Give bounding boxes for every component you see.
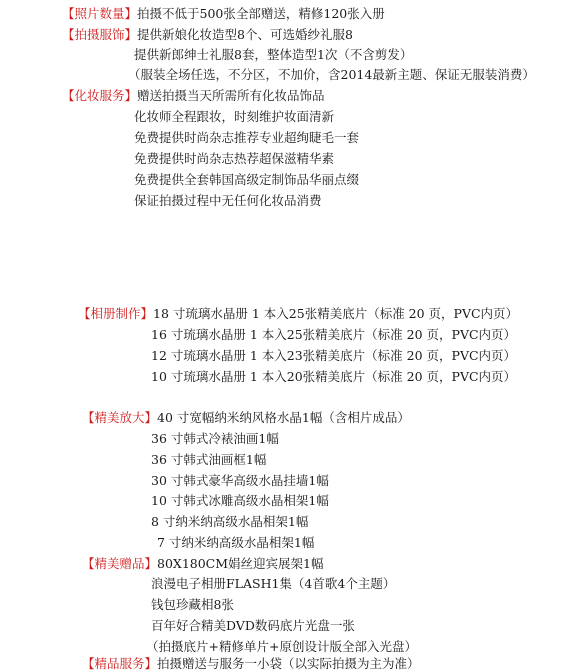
gift-text-5: （拍摄底片+精修单片+原创设计版全部入光盘） — [146, 639, 417, 654]
enlarge-text-1: 40 寸宽幅纳米纳风格水晶1幅（含相片成品） — [157, 410, 410, 425]
partial-text: 拍摄赠送与服务一小袋（以实际拍摄为主为准） — [157, 656, 420, 671]
album-tag: 【相册制作】 — [78, 306, 154, 321]
makeup-text-4: 免费提供时尚杂志热荐超保滋精华素 — [134, 151, 335, 166]
costume-row — [62, 27, 353, 43]
enlarge-text-5: 10 寸韩式冰雕高级水晶相架1幅 — [151, 493, 329, 508]
makeup-text-1: 赠送拍摄当天所需所有化妆品饰品 — [137, 88, 325, 103]
enlarge-row — [82, 410, 410, 426]
costume-tag: 【拍摄服饰】 — [62, 27, 138, 42]
enlarge-text-3: 36 寸韩式油画框1幅 — [151, 452, 267, 467]
photo-count-text: 拍摄不低于500张全部赠送，精修120张入册 — [137, 6, 385, 21]
enlarge-text-2: 36 寸韩式冷裱油画1幅 — [151, 431, 279, 446]
makeup-text-6: 保证拍摄过程中无任何化妆品消费 — [134, 193, 322, 208]
gift-row — [82, 556, 324, 572]
photo-count-row — [62, 6, 385, 22]
album-text-1: 18 寸琉璃水晶册 1 本入25张精美底片（标准 20 页，PVC内页） — [153, 306, 519, 321]
gift-tag: 【精美赠品】 — [82, 556, 158, 571]
makeup-text-5: 免费提供全套韩国高级定制饰品华丽点缀 — [134, 172, 360, 187]
album-text-4: 10 寸琉璃水晶册 1 本入20张精美底片（标准 20 页，PVC内页） — [151, 369, 517, 384]
gift-text-4: 百年好合精美DVD数码底片光盘一张 — [151, 618, 355, 633]
gift-text-1: 80X180CM娟丝迎宾展架1幅 — [157, 556, 324, 571]
enlarge-text-7: 7 寸纳米纳高级水晶相架1幅 — [157, 535, 315, 550]
gift-text-3: 钱包珍藏相8张 — [151, 597, 234, 612]
makeup-row — [62, 88, 325, 104]
photo-count-tag: 【照片数量】 — [62, 6, 138, 21]
partial-tag: 【精品服务】 — [82, 656, 158, 671]
album-text-3: 12 寸琉璃水晶册 1 本入23张精美底片（标准 20 页，PVC内页） — [151, 348, 517, 363]
partial-row — [82, 656, 420, 672]
costume-text-2: 提供新郎绅士礼服8套，整体造型1次（不含剪发） — [134, 47, 413, 62]
makeup-tag: 【化妆服务】 — [62, 88, 138, 103]
enlarge-tag: 【精美放大】 — [82, 410, 158, 425]
enlarge-text-6: 8 寸纳米纳高级水晶相架1幅 — [151, 514, 309, 529]
album-text-2: 16 寸琉璃水晶册 1 本入25张精美底片（标准 20 页，PVC内页） — [151, 327, 517, 342]
makeup-text-3: 免费提供时尚杂志推荐专业超绚睫毛一套 — [134, 130, 360, 145]
album-row — [78, 306, 518, 322]
enlarge-text-4: 30 寸韩式豪华高级水晶挂墙1幅 — [151, 473, 329, 488]
costume-text-1: 提供新娘化妆造型8个、可选婚纱礼服8 — [137, 27, 353, 42]
gift-text-2: 浪漫电子相册FLASH1集（4首歌4个主题） — [151, 576, 396, 591]
makeup-text-2: 化妆师全程跟妆，时刻维护妆面清新 — [134, 109, 335, 124]
costume-text-3: （服装全场任选，不分区，不加价，含2014最新主题、保证无服装消费） — [128, 67, 535, 82]
